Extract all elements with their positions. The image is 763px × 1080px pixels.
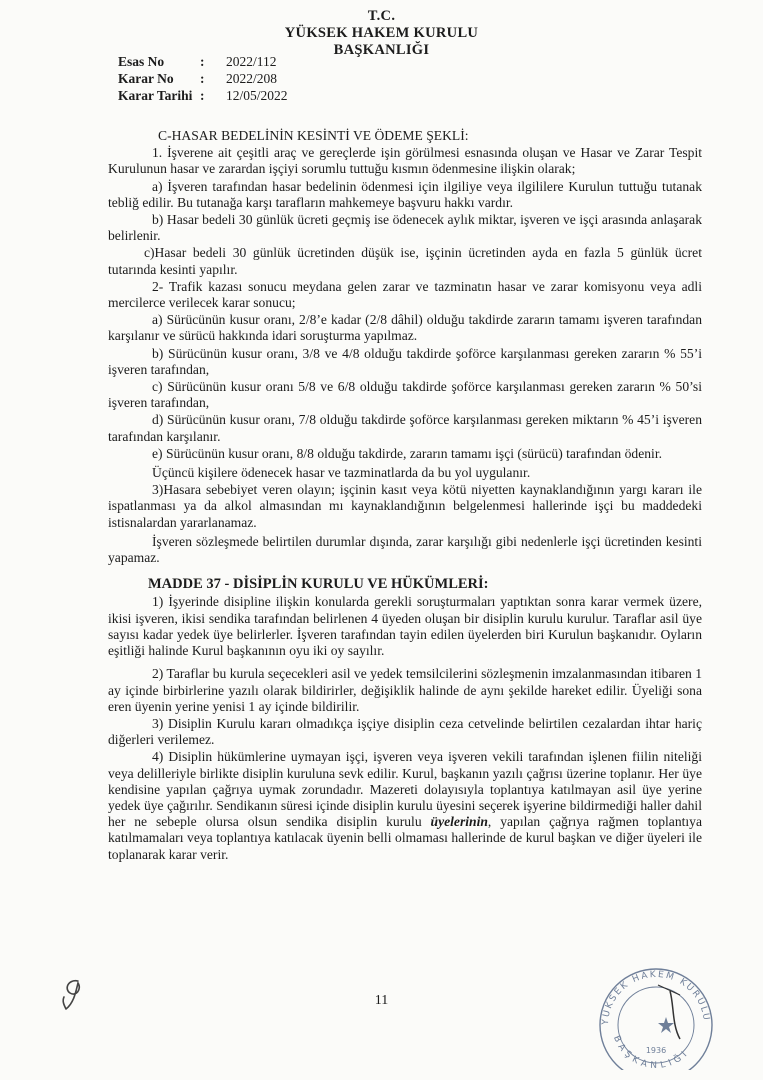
header-presidency: BAŞKANLIĞI (333, 42, 430, 58)
meta-label: Karar No (118, 71, 174, 86)
handwritten-initial-icon (58, 975, 98, 1015)
paragraph: İşveren sözleşmede belirtilen durumlar dışında, zarar karşılığı gibi nedenlerle işçi ücretinden kesinti yapamaz. (108, 533, 702, 566)
paragraph: 1. İşverene ait çeşitli araç ve gereçlerde işin görülmesi esnasında oluşan ve Hasar ve Zarar Tespit Kurulunun hasar ve zarardan işçiyi sorumlu tuttuğu kısmın ödenmesine ilişkin olarak; (108, 145, 702, 177)
meta-value: 12/05/2022 (226, 88, 288, 103)
paragraph: b) Sürücünün kusur oranı, 3/8 ve 4/8 olduğu takdirde şoförce karşılanması gereken zararın % 55’i işveren tarafından, (108, 345, 702, 377)
page-number: 11 (374, 993, 389, 1008)
meta-value: 2022/112 (226, 54, 277, 69)
paragraph-text: , yapılan çağrıya rağmen toplantıya katılmamaları veya toplantıya katılacak üyenin belli olmaması hallerinde de kurul başkan ve diğer üyeleri ile toplanarak karar verir. (108, 814, 702, 862)
paragraph: c)Hasar bedeli 30 günlük ücretinden düşük ise, işçinin ücretinden ayda en fazla 5 günlük ücret tutarında kesinti yapılır. (108, 245, 702, 277)
paragraph: 1) İşyerinde disipline ilişkin konularda gerekli soruşturmaları yaptıktan sonra karar vermek üzere, ikisi işveren, ikisi sendika tarafından belirlenen 4 üyeden oluşan bir disiplin kurulu kurulur. Taraflar asil üye sayısı kadar yedek üye belirlerler. İşveren tarafından tayin edilen üyelerden biri Kurulun başkanıdır. Oyların eşitliği halinde Kurul başkanının oyu iki oy sayılır. (108, 594, 702, 659)
paragraph (108, 749, 702, 862)
meta-colon: : (200, 71, 205, 86)
paragraph: 2) Taraflar bu kurula seçecekleri asil ve yedek temsilcilerini sözleşmenin imzalanmasından itibaren 1 ay içinde birbirlerine yazılı olarak bildirirler, değişiklik halinde de aynı şekilde hareket edilir. Üyeliği sona eren üyenin yerine yenisi 1 ay içinde bildirilir. (108, 666, 702, 714)
meta-row-esas (118, 54, 288, 71)
emphasized-word: üyelerinin (430, 814, 488, 830)
paragraph: a) Sürücünün kusur oranı, 2/8’e kadar (2/8 dâhil) olduğu takdirde zararın tamamı işveren tarafından karşılanır ve sürücü hakkında idari soruşturma yapılmaz. (108, 312, 702, 344)
meta-label: Karar Tarihi (118, 88, 193, 103)
paragraph: c) Sürücünün kusur oranı 5/8 ve 6/8 olduğu takdirde şoförce karşılanması gereken zararın % 50’si işveren tarafından, (108, 379, 702, 411)
paragraph: e) Sürücünün kusur oranı, 8/8 olduğu takdirde, zararın tamamı işçi (sürücü) tarafından ödenir. (152, 445, 662, 461)
seal-bottom-text: BAŞKANLIĞI (610, 1034, 692, 1070)
paragraph: 2- Trafik kazası sonucu meydana gelen zarar ve tazminatın hasar ve zarar komisyonu veya adli mercilerce verilecek karar sonucu; (108, 278, 702, 311)
meta-row-tarih (118, 88, 288, 105)
paragraph: d) Sürücünün kusur oranı, 7/8 olduğu takdirde şoförce karşılanması gereken miktarın % 45’i işveren tarafından karşılanır. (108, 412, 702, 444)
header-institution: YÜKSEK HAKEM KURULU (284, 25, 479, 41)
section-c-title: C-HASAR BEDELİNİN KESİNTİ VE ÖDEME ŞEKLİ: (158, 128, 469, 143)
seal-top-text: YÜKSEK HAKEM KURULU (600, 969, 712, 1026)
paragraph: 3)Hasara sebebiyet veren olayın; işçinin kasıt veya kötü niyetten kaynaklandığının yargı kararı ile ispatlanması ya da alkol almasından mı kaynaklandığının belgelenmesi hallerinde işçi bu maddedeki istisnalardan yararlanamaz. (108, 482, 702, 530)
meta-value: 2022/208 (226, 71, 278, 86)
meta-colon: : (200, 88, 205, 103)
document-body (108, 128, 702, 864)
meta-row-karar (118, 71, 288, 88)
official-seal-icon (588, 955, 718, 1070)
paragraph-text: 4) Disiplin hükümlerine uymayan işçi, işveren veya işveren vekili tarafından işlenen fiilin niteliği veya delilleriyle birlikte disiplin kuruluna sevk edilir. Kurul, başkanın yazılı çağrısı üzerine toplanır. Her üye kendisine yapılan çağrıya uymak zorundadır. Mazereti dolayısıyla toplantıya katılmayan asil üye yerine yedek üye çağırılır. Sendikanın süresi içinde disiplin kurulu üyesini seçerek işyerine bildirmediği haller dahil her ne sebeple olursa olsun sendika disiplin kurulu (108, 749, 702, 830)
paragraph: b) Hasar bedeli 30 günlük ücreti geçmiş ise ödenecek aylık miktar, işveren ve işçi arasında anlaşarak belirlenir. (108, 212, 702, 244)
meta-colon: : (200, 54, 205, 69)
paragraph: 3) Disiplin Kurulu kararı olmadıkça işçiye disiplin ceza cetvelinde belirtilen cezalardan ihtar hariç diğerleri verilemez. (108, 715, 702, 748)
svg-text:YÜKSEK HAKEM KURULU (601, 970, 711, 1026)
seal-year: 1936 (645, 1046, 667, 1055)
header-tc: T.C. (367, 8, 396, 24)
meta-label: Esas No (118, 54, 165, 69)
case-metadata (118, 54, 288, 105)
paragraph: Üçüncü kişilere ödenecek hasar ve tazminatlarda da bu yol uygulanır. (152, 465, 531, 481)
article-37-title: MADDE 37 - DİSİPLİN KURULU VE HÜKÜMLERİ: (148, 576, 489, 593)
paragraph: a) İşveren tarafından hasar bedelinin ödenmesi için ilgiliye veya ilgililere Kurulun tuttuğu tutanak tebliğ edilir. Bu tutanağa karşı tarafların mahkemeye başvuru hakkı vardır. (108, 178, 702, 210)
